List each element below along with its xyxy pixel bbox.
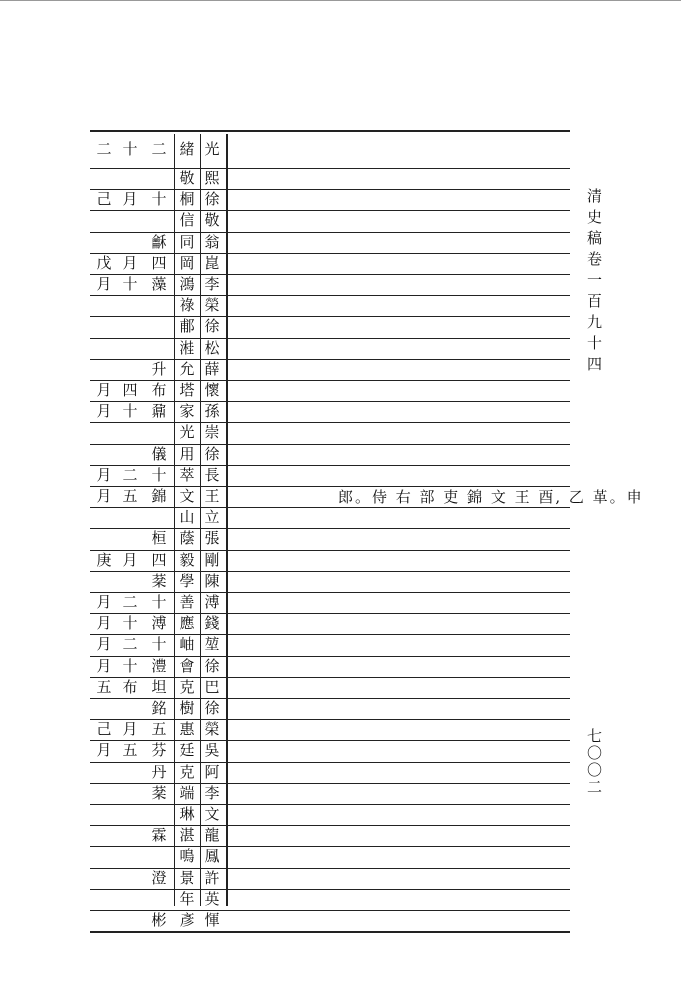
table-cell: 十	[122, 402, 138, 421]
table-cell: 龍	[204, 826, 220, 845]
table-row	[90, 444, 570, 465]
table-cell: 許	[204, 868, 220, 887]
table-cell: 四	[122, 381, 138, 400]
table-cell: 家	[179, 402, 195, 421]
table-cell: 松	[204, 338, 220, 357]
table-cell: 溎	[179, 338, 195, 357]
table-row	[90, 740, 570, 761]
table-row	[90, 634, 570, 655]
table-cell: 鴻	[179, 275, 195, 294]
appointment-note: 郎。侍 右 部 吏 錦 文 王 酉, 乙 革。申	[338, 488, 644, 507]
table-cell: 升	[151, 359, 167, 378]
table-cell: 藻	[151, 275, 167, 294]
table-cell: 月	[96, 614, 112, 633]
table-cell: 布	[122, 677, 138, 696]
table-cell: 文	[204, 805, 220, 824]
table-cell: 緒	[179, 139, 195, 158]
table-cell: 二	[122, 593, 138, 612]
table-row	[90, 359, 570, 380]
table-cell: 岡	[179, 253, 195, 272]
table-cell: 棻	[151, 571, 167, 590]
table-row	[90, 486, 644, 507]
table-cell: 澧	[151, 656, 167, 675]
table-cell: 崇	[204, 423, 220, 442]
table-cell: 月	[96, 741, 112, 760]
table-cell: 月	[96, 381, 112, 400]
table-cell: 李	[204, 275, 220, 294]
table-row	[90, 380, 570, 401]
table-cell: 月	[96, 465, 112, 484]
table-cell: 澄	[151, 868, 167, 887]
table-cell: 景	[179, 868, 195, 887]
table-cell: 用	[179, 444, 195, 463]
table-cell: 二	[151, 139, 167, 158]
table-cell: 十	[122, 275, 138, 294]
table-cell: 錦	[151, 487, 167, 506]
table-cell: 英	[204, 889, 220, 908]
table-cell: 己	[96, 720, 112, 739]
table-cell: 吳	[204, 741, 220, 760]
table-cell: 徐	[204, 190, 220, 209]
table-cell: 剛	[204, 550, 220, 569]
table-cell: 十	[151, 635, 167, 654]
table-cell: 龢	[151, 232, 167, 251]
table-cell: 同	[179, 232, 195, 251]
table-row	[90, 719, 570, 740]
table-cell: 克	[179, 677, 195, 696]
table-cell: 巴	[204, 677, 220, 696]
table-cell: 四	[151, 550, 167, 569]
table-cell: 月	[96, 402, 112, 421]
table-cell: 彥	[179, 911, 195, 930]
table-row	[90, 804, 570, 825]
table-cell: 山	[179, 508, 195, 527]
table-row	[90, 253, 570, 274]
table-row	[90, 677, 570, 698]
table-cell: 允	[179, 359, 195, 378]
table-row	[90, 465, 570, 486]
table-row	[90, 889, 570, 910]
table-cell: 樹	[179, 699, 195, 718]
table-row	[90, 846, 570, 867]
table-cell: 溥	[151, 614, 167, 633]
table-cell: 翁	[204, 232, 220, 251]
table-cell: 十	[122, 139, 138, 158]
table-cell: 霖	[151, 826, 167, 845]
table-cell: 五	[151, 720, 167, 739]
table-cell: 鳴	[179, 847, 195, 866]
table-cell: 崑	[204, 253, 220, 272]
table-row	[90, 338, 570, 359]
table-cell: 溥	[204, 593, 220, 612]
table-cell: 敬	[179, 169, 195, 188]
table-cell: 戊	[96, 253, 112, 272]
table-cell: 二	[122, 465, 138, 484]
table-cell: 應	[179, 614, 195, 633]
table-row	[90, 232, 570, 253]
table-cell: 五	[122, 741, 138, 760]
table-row	[90, 316, 570, 337]
table-cell: 光	[179, 423, 195, 442]
table-cell: 郙	[179, 317, 195, 336]
table-row	[90, 910, 570, 931]
table-row	[90, 401, 570, 422]
table-cell: 孫	[204, 402, 220, 421]
table-cell: 榮	[204, 720, 220, 739]
table-cell: 薛	[204, 359, 220, 378]
table-row	[90, 783, 570, 804]
table-cell: 十	[122, 614, 138, 633]
table-row	[90, 592, 570, 613]
page-top-border	[0, 0, 681, 1]
table-cell: 庚	[96, 550, 112, 569]
table-cell: 徐	[204, 444, 220, 463]
table-cell: 二	[96, 139, 112, 158]
table-row	[90, 130, 570, 168]
table-cell: 月	[96, 487, 112, 506]
table-row	[90, 550, 570, 571]
table-cell: 毅	[179, 550, 195, 569]
table-row	[90, 571, 570, 592]
table-cell: 張	[204, 529, 220, 548]
table-cell: 信	[179, 211, 195, 230]
table-cell: 月	[122, 550, 138, 569]
volume-title: 清史稿卷一百九十四	[585, 188, 603, 377]
row-rule	[90, 931, 570, 933]
table-row	[90, 210, 570, 231]
table-row	[90, 274, 570, 295]
table-cell: 布	[151, 381, 167, 400]
table-cell: 五	[96, 677, 112, 696]
table-cell: 四	[151, 253, 167, 272]
table-row	[90, 507, 570, 528]
table-cell: 鳳	[204, 847, 220, 866]
table-cell: 月	[122, 190, 138, 209]
table-cell: 學	[179, 571, 195, 590]
table-cell: 祿	[179, 296, 195, 315]
table-cell: 克	[179, 762, 195, 781]
table-row	[90, 295, 570, 316]
page-number: 七〇〇二	[585, 728, 603, 796]
table-row	[90, 698, 570, 719]
table-cell: 月	[96, 275, 112, 294]
table-cell: 徐	[204, 317, 220, 336]
table-cell: 年	[179, 889, 195, 908]
table-row	[90, 189, 570, 210]
table-cell: 月	[96, 656, 112, 675]
table-cell: 堃	[204, 635, 220, 654]
table-cell: 徐	[204, 656, 220, 675]
table-cell: 善	[179, 593, 195, 612]
table-cell: 長	[204, 465, 220, 484]
table-cell: 端	[179, 783, 195, 802]
table-cell: 會	[179, 656, 195, 675]
table-row	[90, 528, 570, 549]
table-row	[90, 422, 570, 443]
table-cell: 二	[122, 635, 138, 654]
table-cell: 塔	[179, 381, 195, 400]
table-cell: 桓	[151, 529, 167, 548]
table-cell: 彬	[151, 911, 167, 930]
table-cell: 芬	[151, 741, 167, 760]
table-cell: 月	[96, 593, 112, 612]
table-cell: 丹	[151, 762, 167, 781]
table-row	[90, 762, 570, 783]
table-cell: 鼐	[151, 402, 167, 421]
table-cell: 光	[204, 139, 220, 158]
table-cell: 桐	[179, 190, 195, 209]
table-cell: 儀	[151, 444, 167, 463]
table-cell: 岫	[179, 635, 195, 654]
table-cell: 十	[151, 190, 167, 209]
table-cell: 十	[122, 656, 138, 675]
table-cell: 月	[122, 253, 138, 272]
table-row	[90, 613, 570, 634]
table-cell: 月	[96, 635, 112, 654]
table-cell: 錢	[204, 614, 220, 633]
table-cell: 徐	[204, 699, 220, 718]
table-cell: 惲	[204, 911, 220, 930]
table-cell: 琳	[179, 805, 195, 824]
table-cell: 文	[179, 487, 195, 506]
table-cell: 阿	[204, 762, 220, 781]
table-cell: 廷	[179, 741, 195, 760]
table-row	[90, 868, 570, 889]
table-cell: 陳	[204, 571, 220, 590]
table-cell: 湛	[179, 826, 195, 845]
table-cell: 惠	[179, 720, 195, 739]
table-cell: 十	[151, 593, 167, 612]
table-row	[90, 168, 570, 189]
table-cell: 月	[122, 720, 138, 739]
table-cell: 銘	[151, 699, 167, 718]
table-cell: 五	[122, 487, 138, 506]
table-cell: 立	[204, 508, 220, 527]
table-cell: 榮	[204, 296, 220, 315]
table-cell: 懷	[204, 381, 220, 400]
table-cell: 蔭	[179, 529, 195, 548]
table-cell: 萃	[179, 465, 195, 484]
table-cell: 己	[96, 190, 112, 209]
table-cell: 王	[204, 487, 220, 506]
table-row	[90, 825, 570, 846]
table-cell: 棻	[151, 783, 167, 802]
table-cell: 十	[151, 465, 167, 484]
table-cell: 熙	[204, 169, 220, 188]
table-row	[90, 656, 570, 677]
table-cell: 坦	[151, 677, 167, 696]
table-cell: 敬	[204, 211, 220, 230]
table-cell: 李	[204, 783, 220, 802]
